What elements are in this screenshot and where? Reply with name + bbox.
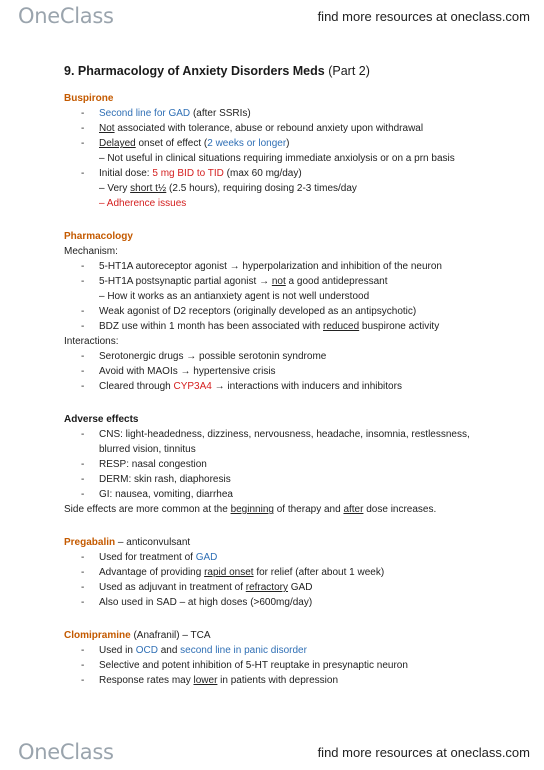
list-item: - Serotonergic drugs → possible serotonin syndrome [64, 349, 504, 364]
item-text: – Very [99, 183, 131, 194]
item-text: Cleared through [99, 381, 174, 392]
sub-item: – Adherence issues [99, 198, 187, 209]
heading-suffix: – anticonvulsant [115, 537, 191, 548]
item-text: and [157, 645, 181, 656]
pharmacology-heading: Pharmacology [64, 231, 133, 242]
list-item [64, 121, 504, 136]
clomipramine-heading [64, 628, 504, 643]
footer-resources-link[interactable]: find more resources at oneclass.com [317, 745, 530, 760]
interactions-label: Interactions: [64, 336, 119, 347]
underlined-text: beginning [230, 504, 274, 515]
underlined-text: lower [193, 675, 218, 686]
list-item [64, 136, 504, 151]
document-body [64, 64, 504, 688]
emphasis-text: OCD [135, 645, 158, 656]
buspirone-list [64, 106, 504, 211]
list-item: - 5-HT1A autoreceptor agonist → hyperpolarization and inhibition of the neuron [64, 259, 504, 274]
list-item [64, 379, 504, 394]
underlined-text: after [343, 504, 364, 515]
item-text: GAD [287, 582, 313, 593]
emphasis-text: Second line for GAD [99, 108, 191, 119]
buspirone-heading: Buspirone [64, 93, 114, 104]
sub-item: – Not useful in clinical situations requiring immediate anxiolysis or on a prn basis [99, 153, 455, 164]
list-item [64, 319, 504, 334]
list-item: - DERM: skin rash, diaphoresis [64, 472, 504, 487]
item-text: for relief (after about 1 week) [253, 567, 385, 578]
list-item: - Avoid with MAOIs → hypertensive crisis [64, 364, 504, 379]
mechanism-label: Mechanism: [64, 246, 118, 257]
item-text: dose increases. [363, 504, 437, 515]
item-text: Used in [99, 645, 136, 656]
item-text: a good antidepressant [285, 276, 388, 287]
emphasis-text: second line in panic disorder [180, 645, 307, 656]
emphasis-text: CYP3A4 [173, 381, 212, 392]
item-text: in patients with depression [217, 675, 339, 686]
pregabalin-list [64, 550, 504, 610]
item-text: Response rates may [99, 675, 194, 686]
item-text: buspirone activity [359, 321, 440, 332]
list-item [64, 106, 504, 121]
list-item [64, 580, 504, 595]
list-item [64, 166, 504, 181]
item-text: Initial dose: [99, 168, 153, 179]
list-item: - GI: nausea, vomiting, diarrhea [64, 487, 504, 502]
list-item: - Selective and potent inhibition of 5-HT reuptake in presynaptic neuron [64, 658, 504, 673]
item-text: (after SSRIs) [190, 108, 251, 119]
item-text: ) [286, 138, 290, 149]
emphasis-text: GAD [195, 552, 218, 563]
header-resources-link[interactable]: find more resources at oneclass.com [317, 9, 530, 24]
item-text: (max 60 mg/day) [223, 168, 302, 179]
item-text: BDZ use within 1 month has been associated with [99, 321, 324, 332]
list-item: - CNS: light-headedness, dizziness, nervousness, headache, insomnia, restlessness, [64, 427, 504, 442]
interactions-list [64, 349, 504, 394]
underlined-text: not [271, 276, 286, 287]
item-text: of therapy and [273, 504, 344, 515]
underlined-text: Delayed [99, 138, 136, 149]
list-item: - Weak agonist of D2 receptors (originally developed as an antipsychotic) [64, 304, 504, 319]
underlined-text: reduced [323, 321, 360, 332]
list-item: - RESP: nasal congestion [64, 457, 504, 472]
sub-item: – How it works as an antianxiety agent is not well understood [99, 291, 370, 302]
title-suffix: (Part 2) [324, 64, 370, 78]
underlined-text: rapid onset [204, 567, 254, 578]
emphasis-text: 5 mg BID to TID [152, 168, 224, 179]
heading-text: Pregabalin [64, 537, 116, 548]
list-item: - Also used in SAD – at high doses (>600mg/day) [64, 595, 504, 610]
heading-text: Clomipramine [64, 630, 131, 641]
list-item [64, 274, 504, 289]
adverse-effects-heading: Adverse effects [64, 414, 139, 425]
side-effects-note [64, 502, 504, 517]
underlined-text: Not [99, 123, 115, 134]
item-text: 5-HT1A postsynaptic partial agonist → [99, 276, 272, 287]
item-text: Advantage of providing [99, 567, 205, 578]
page-header [0, 0, 544, 34]
item-text: Used as adjuvant in treatment of [99, 582, 246, 593]
list-item [64, 643, 504, 658]
oneclass-logo[interactable]: OneClass [18, 740, 114, 764]
item-text: Side effects are more common at the [64, 504, 231, 515]
pregabalin-heading [64, 535, 504, 550]
list-item [64, 565, 504, 580]
item-text: onset of effect ( [135, 138, 208, 149]
emphasis-text: 2 weeks or longer [207, 138, 287, 149]
item-text: → interactions with inducers and inhibitors [211, 381, 402, 392]
item-text: (2.5 hours), requiring dosing 2-3 times/day [166, 183, 357, 194]
page-footer [0, 736, 544, 770]
item-text: associated with tolerance, abuse or rebound anxiety upon withdrawal [114, 123, 424, 134]
heading-suffix: (Anafranil) – TCA [130, 630, 211, 641]
document-title [64, 64, 504, 79]
underlined-text: refractory [245, 582, 288, 593]
mechanism-list [64, 259, 504, 334]
list-item [64, 550, 504, 565]
title-text: 9. Pharmacology of Anxiety Disorders Meds [64, 64, 325, 78]
sub-item: blurred vision, tinnitus [99, 444, 196, 455]
adverse-effects-list [64, 427, 504, 502]
clomipramine-list [64, 643, 504, 688]
item-text: Used for treatment of [99, 552, 196, 563]
underlined-text: short t½ [130, 183, 167, 194]
sub-item [64, 181, 504, 196]
list-item [64, 673, 504, 688]
oneclass-logo[interactable]: OneClass [18, 4, 114, 28]
